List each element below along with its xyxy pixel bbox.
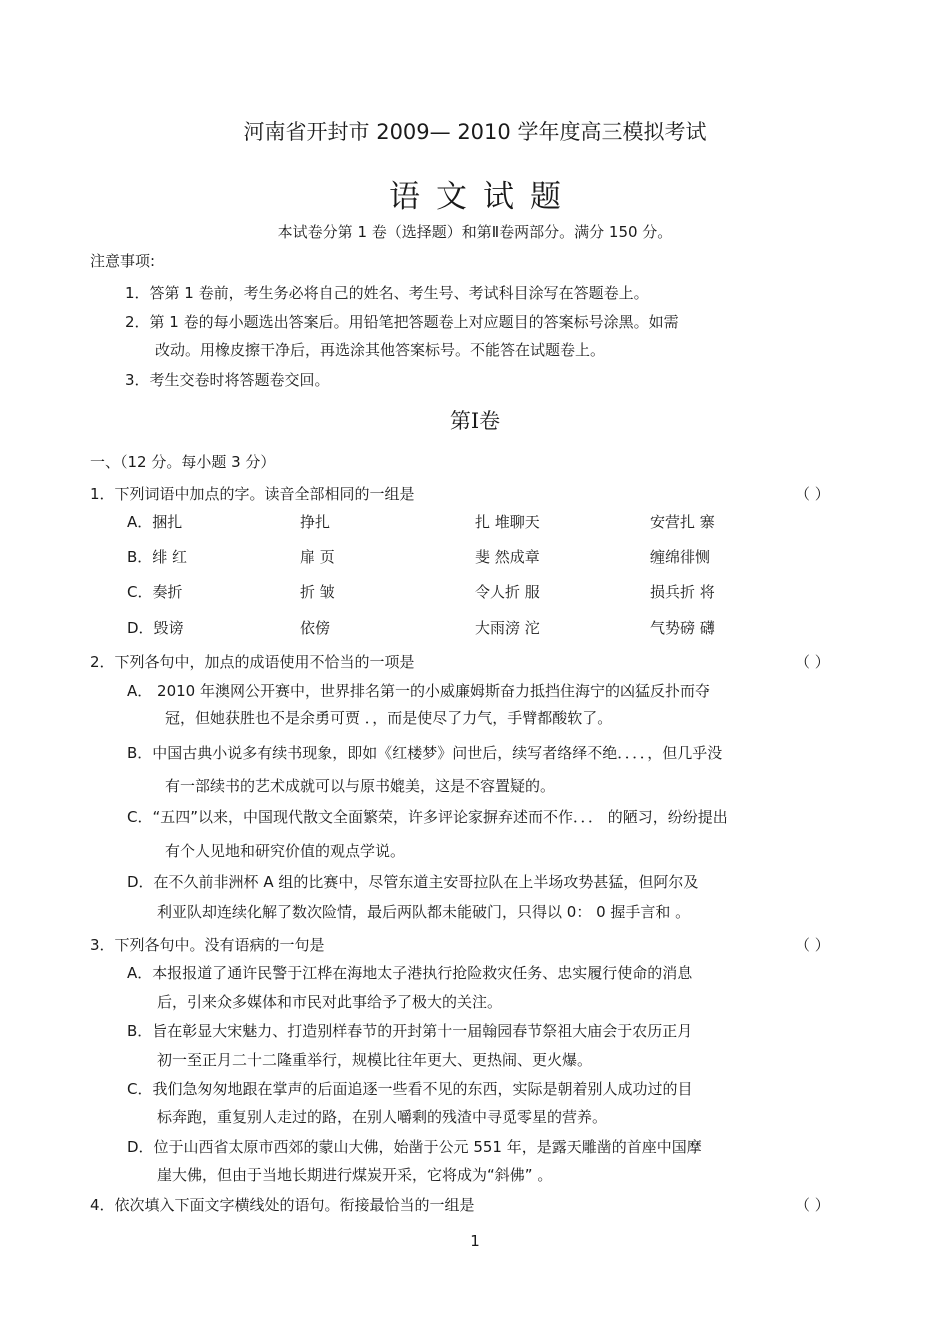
exam-intro: 本试卷分第 1 卷（选择题）和第Ⅱ卷两部分。满分 150 分。 bbox=[277, 223, 673, 241]
q1-option-a-1: A．捆扎 bbox=[127, 513, 183, 531]
q1-option-c-1: C．奏折 bbox=[127, 583, 183, 601]
part-heading: 一、（12 分。每小题 3 分） bbox=[90, 453, 276, 471]
q4-stem: 4．依次填入下面文字横线处的语句。衔接最恰当的一组是 bbox=[90, 1196, 475, 1214]
notes-item-1: 1．答第 1 卷前，考生务必将自己的姓名、考生号、考试科目涂写在答题卷上。 bbox=[125, 284, 649, 302]
q3-option-a-cont: 后，引来众多媒体和市民对此事给予了极大的关注。 bbox=[157, 993, 503, 1011]
q3-option-c: C．我们急匆匆地跟在掌声的后面追逐一些看不见的东西，实际是朝着别人成功过的目 bbox=[127, 1080, 693, 1098]
q1-option-c-4: 损兵折 将 bbox=[650, 583, 715, 601]
q1-option-d-2: 依傍 bbox=[300, 619, 331, 637]
q2-option-a: A． 2010 年澳网公开赛中，世界排名第一的小威廉姆斯奋力抵挡住海宁的凶猛反扑而夺 bbox=[127, 682, 710, 700]
q1-option-b-1: B．绯 红 bbox=[127, 548, 188, 566]
notes-heading: 注意事项: bbox=[90, 252, 156, 270]
exam-subject-title: 语文试题 bbox=[389, 179, 577, 215]
q3-option-c-cont: 标奔跑，重复别人走过的路，在别人嚼剩的残渣中寻觅零星的营养。 bbox=[157, 1108, 608, 1126]
q2-stem: 2．下列各句中，加点的成语使用不恰当的一项是 bbox=[90, 653, 415, 671]
q3-option-a: A．本报报道了通许民警于江桦在海地太子港执行抢险救灾任务、忠实履行使命的消息 bbox=[127, 964, 693, 982]
notes-item-2-cont: 改动。用橡皮擦干净后，再选涂其他答案标号。不能答在试题卷上。 bbox=[155, 341, 606, 359]
q1-option-b-3: 斐 然成章 bbox=[475, 548, 540, 566]
q1-option-d-3: 大雨滂 沱 bbox=[475, 619, 540, 637]
q3-option-d-cont: 崖大佛，但由于当地长期进行煤炭开采，它将成为“斜佛” 。 bbox=[157, 1166, 553, 1184]
q2-option-a-cont: 冠，但她获胜也不是余勇可贾 ．，而是使尽了力气，手臂都酸软了。 bbox=[165, 709, 613, 727]
q2-option-b: B．中国古典小说多有续书现象，即如《红楼梦》问世后，续写者络绎不绝．．．．，但几乎没 bbox=[127, 744, 723, 762]
q2-option-d: D．在不久前非洲杯 A 组的比赛中，尽管东道主安哥拉队在上半场攻势甚猛，但阿尔及 bbox=[127, 873, 699, 891]
notes-item-3: 3．考生交卷时将答题卷交回。 bbox=[125, 371, 330, 389]
q1-stem: 1．下列词语中加点的字。读音全部相同的一组是 bbox=[90, 485, 415, 503]
q3-answer-blank: （ ） bbox=[795, 936, 830, 954]
q2-option-c-cont: 有个人见地和研究价值的观点学说。 bbox=[165, 842, 406, 860]
q3-option-d: D．位于山西省太原市西郊的蒙山大佛，始凿于公元 551 年，是露天雕凿的首座中国摩 bbox=[127, 1138, 702, 1156]
q2-option-c: C．“五四”以来，中国现代散文全面繁荣，许多评论家摒弃述而不作．．． 的陋习，纷纷提出 bbox=[127, 808, 728, 826]
q1-option-a-2: 挣扎 bbox=[300, 513, 331, 531]
q1-option-d-1: D．毁谤 bbox=[127, 619, 184, 637]
q1-option-b-4: 缠绵徘恻 bbox=[650, 548, 711, 566]
exam-title: 河南省开封市 2009— 2010 学年度高三模拟考试 bbox=[243, 120, 707, 144]
q3-option-b-cont: 初一至正月二十二隆重举行，规模比往年更大、更热闹、更火爆。 bbox=[157, 1051, 593, 1069]
q1-option-a-4: 安营扎 寨 bbox=[650, 513, 715, 531]
q1-answer-blank: （ ） bbox=[795, 485, 830, 503]
q1-option-a-3: 扎 堆聊天 bbox=[475, 513, 540, 531]
q3-stem: 3．下列各句中。没有语病的一句是 bbox=[90, 936, 325, 954]
q1-option-c-3: 令人折 服 bbox=[475, 583, 540, 601]
q2-answer-blank: （ ） bbox=[795, 653, 830, 671]
q1-option-c-2: 折 皱 bbox=[300, 583, 335, 601]
section-title: 第Ⅰ卷 bbox=[449, 409, 501, 433]
q2-option-d-cont: 利亚队却连续化解了数次险情，最后两队都未能破门，只得以 0： 0 握手言和 。 bbox=[157, 903, 691, 921]
q4-answer-blank: （ ） bbox=[795, 1196, 830, 1214]
q1-option-d-4: 气势磅 礴 bbox=[650, 619, 715, 637]
q2-option-b-cont: 有一部续书的艺术成就可以与原书媲美，这是不容置疑的。 bbox=[165, 777, 556, 795]
q3-option-b: B．旨在彰显大宋魅力、打造别样春节的开封第十一届翰园春节祭祖大庙会于农历正月 bbox=[127, 1022, 693, 1040]
q1-option-b-2: 扉 页 bbox=[300, 548, 335, 566]
notes-item-2: 2．第 1 卷的每小题选出答案后。用铅笔把答题卷上对应题目的答案标号涂黑。如需 bbox=[125, 313, 679, 331]
page-number: 1 bbox=[470, 1232, 480, 1250]
